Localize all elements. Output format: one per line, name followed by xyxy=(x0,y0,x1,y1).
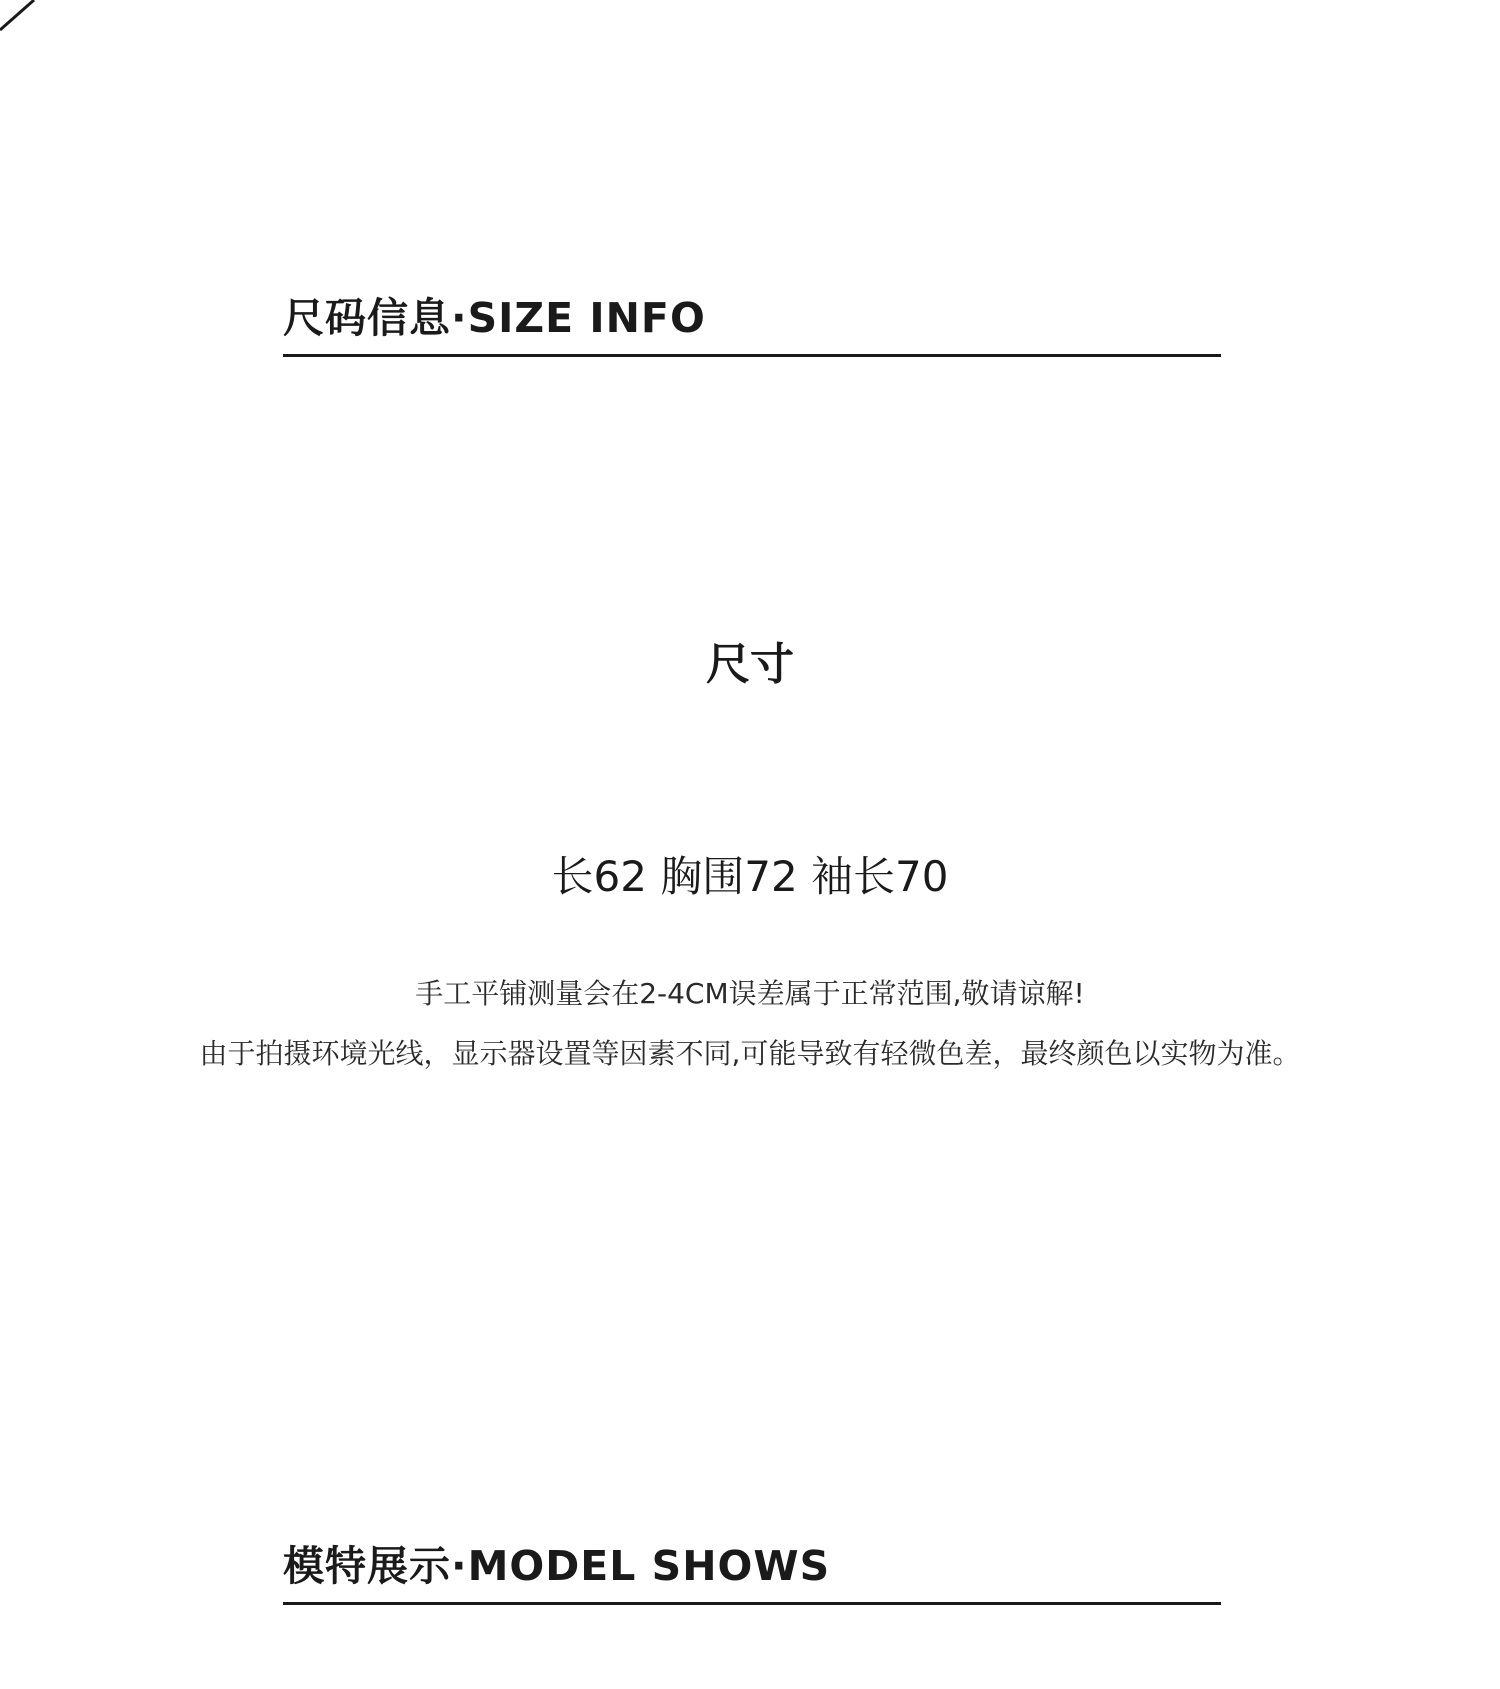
model-shows-title: 模特展示·MODEL SHOWS xyxy=(283,1542,831,1590)
size-info-title: 尺码信息·SIZE INFO xyxy=(283,294,706,342)
size-info-heading xyxy=(283,294,1221,342)
color-difference-note: 由于拍摄环境光线，显示器设置等因素不同,可能导致有轻微色差，最终颜色以实物为准。 xyxy=(199,1037,1301,1070)
model-shows-divider xyxy=(283,1602,1221,1605)
size-info-divider xyxy=(283,354,1221,357)
model-shows-heading xyxy=(283,1542,1221,1590)
size-label: 尺寸 xyxy=(706,639,794,690)
size-measurements: 长62 胸围72 袖长70 xyxy=(551,852,949,901)
measurement-error-note: 手工平铺测量会在2-4CM误差属于正常范围,敬请谅解! xyxy=(415,977,1085,1010)
corner-decoration xyxy=(0,0,40,40)
